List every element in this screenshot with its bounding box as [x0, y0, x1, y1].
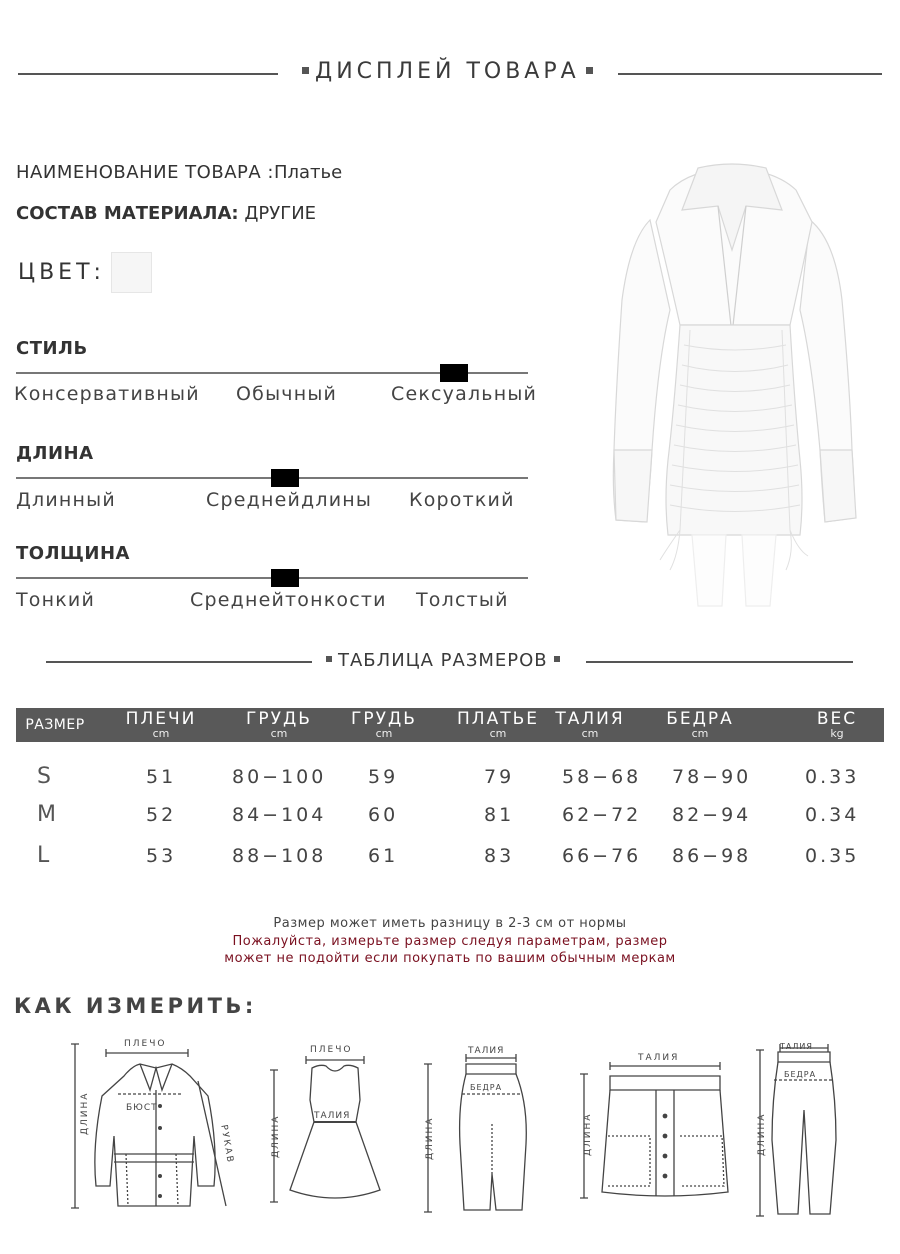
size-cell: 52 [146, 804, 177, 826]
size-col-unit: cm [581, 727, 599, 740]
size-col-unit: cm [270, 727, 288, 740]
size-col-header [236, 710, 322, 739]
size-cell: 61 [368, 845, 399, 867]
size-header-dot-icon [554, 656, 560, 662]
size-cell: 51 [146, 766, 177, 788]
size-col-name: ГРУДЬ [246, 709, 312, 729]
dress-photo [600, 160, 870, 610]
shorts-waist-label: ТАЛИЯ [638, 1053, 680, 1063]
jacket-measure-diagram [58, 1036, 238, 1216]
size-col-header [550, 710, 630, 739]
size-col-unit: cm [375, 727, 393, 740]
length-option-long: Длинный [16, 489, 116, 511]
size-cell: 0.35 [805, 845, 860, 867]
style-option-sexy: Сексуальный [391, 383, 538, 405]
size-col-name: ВЕС [816, 709, 858, 729]
size-cell: 59 [368, 766, 399, 788]
header-line-right [618, 73, 882, 75]
pants-hips-label: БЕДРА [784, 1070, 817, 1079]
size-col-header [658, 710, 742, 739]
size-col-name: ТАЛИЯ [555, 709, 625, 729]
length-option-short: Короткий [409, 489, 515, 511]
size-label: L [37, 843, 50, 868]
size-header-line-right [586, 661, 853, 663]
product-material-value: ДРУГИЕ [244, 203, 317, 224]
size-col-unit: cm [489, 727, 507, 740]
size-cell: 83 [484, 845, 515, 867]
size-table-title-text: ТАБЛИЦА РАЗМЕРОВ [338, 650, 548, 671]
pants-measure-diagram [748, 1040, 848, 1220]
jacket-shoulder-label: ПЛЕЧО [124, 1039, 167, 1049]
dress-length-label: ДЛИНА [271, 1114, 281, 1158]
style-scale-marker [440, 364, 468, 382]
jacket-length-label: ДЛИНА [80, 1091, 90, 1135]
page-title [296, 59, 599, 84]
size-col-unit: cm [691, 727, 709, 740]
size-cell: 66−76 [562, 845, 642, 867]
style-title: СТИЛЬ [16, 338, 88, 359]
skirt-hips-label: БЕДРА [470, 1083, 503, 1092]
size-col-name: БЕДРА [666, 709, 734, 729]
size-col-header [344, 710, 424, 739]
color-swatch[interactable] [111, 252, 152, 293]
size-header-line-left [46, 661, 312, 663]
size-header-dot-icon [326, 656, 332, 662]
size-cell: 79 [484, 766, 515, 788]
product-material-label: СОСТАВ МАТЕРИАЛА: [16, 203, 239, 224]
size-cell: 88−108 [232, 845, 327, 867]
size-col-header [450, 710, 546, 739]
size-cell: 84−104 [232, 804, 327, 826]
product-name-value: Платье [273, 162, 343, 183]
skirt-measure-diagram [410, 1044, 550, 1216]
shorts-measure-diagram [570, 1046, 740, 1206]
size-col-unit: kg [830, 727, 844, 740]
size-col-name: ПЛАТЬЕ [457, 709, 539, 729]
size-cell: 82−94 [672, 804, 752, 826]
size-col-name: ГРУДЬ [351, 709, 417, 729]
size-cell: 78−90 [672, 766, 752, 788]
size-label: M [37, 802, 56, 827]
product-material [16, 203, 316, 224]
size-cell: 81 [484, 804, 515, 826]
thickness-option-medium: Среднейтонкости [190, 589, 387, 611]
length-option-medium: Среднейдлины [206, 489, 373, 511]
skirt-waist-label: ТАЛИЯ [468, 1046, 505, 1056]
thickness-scale-marker [271, 569, 299, 587]
size-label: S [37, 764, 51, 789]
header-dot-icon [302, 67, 309, 74]
size-table-title [320, 650, 566, 671]
product-color-label: ЦВЕТ: [18, 260, 105, 285]
size-col-name: ПЛЕЧИ [125, 709, 197, 729]
measure-warning-line-1: Пожалуйста, измерьте размер следуя параметрам, размер [232, 934, 668, 949]
size-cell: 80−100 [232, 766, 327, 788]
size-cell: 0.34 [805, 804, 860, 826]
size-col-header [120, 710, 202, 739]
product-name [16, 162, 342, 183]
dress-shoulder-label: ПЛЕЧО [310, 1045, 353, 1055]
skirt-length-label: ДЛИНА [425, 1116, 435, 1160]
size-cell: 0.33 [805, 766, 860, 788]
pants-length-label: ДЛИНА [757, 1112, 767, 1156]
size-col-unit: cm [152, 727, 170, 740]
measure-warning-line-2: может не подойти если покупать по вашим обычным меркам [224, 951, 676, 966]
header-line-left [18, 73, 278, 75]
size-col-name: РАЗМЕР [25, 717, 85, 733]
size-cell: 62−72 [562, 804, 642, 826]
product-name-label: НАИМЕНОВАНИЕ ТОВАРА : [16, 162, 274, 183]
pants-waist-label: ТАЛИЯ [780, 1042, 813, 1051]
size-col-header [16, 716, 94, 734]
jacket-bust-label: БЮСТ [126, 1103, 158, 1113]
size-note: Размер может иметь разницу в 2-3 см от нормы [273, 916, 627, 931]
thickness-option-thin: Тонкий [16, 589, 96, 611]
header-dot-icon [586, 67, 593, 74]
size-cell: 86−98 [672, 845, 752, 867]
dress-waist-label: ТАЛИЯ [314, 1111, 351, 1121]
length-scale-marker [271, 469, 299, 487]
jacket-sleeve-label: РУКАВ [218, 1124, 235, 1165]
style-option-casual: Обычный [236, 383, 338, 405]
size-cell: 53 [146, 845, 177, 867]
page-title-text: ДИСПЛЕЙ ТОВАРА [315, 59, 580, 84]
thickness-option-thick: Толстый [416, 589, 509, 611]
size-cell: 58−68 [562, 766, 642, 788]
how-to-measure-title: КАК ИЗМЕРИТЬ: [14, 994, 257, 1018]
shorts-length-label: ДЛИНА [583, 1112, 593, 1156]
thickness-title: ТОЛЩИНА [16, 543, 130, 564]
dress-measure-diagram [260, 1040, 410, 1212]
length-title: ДЛИНА [16, 443, 94, 464]
style-option-conservative: Консервативный [14, 383, 200, 405]
size-col-header [800, 710, 874, 739]
size-cell: 60 [368, 804, 399, 826]
